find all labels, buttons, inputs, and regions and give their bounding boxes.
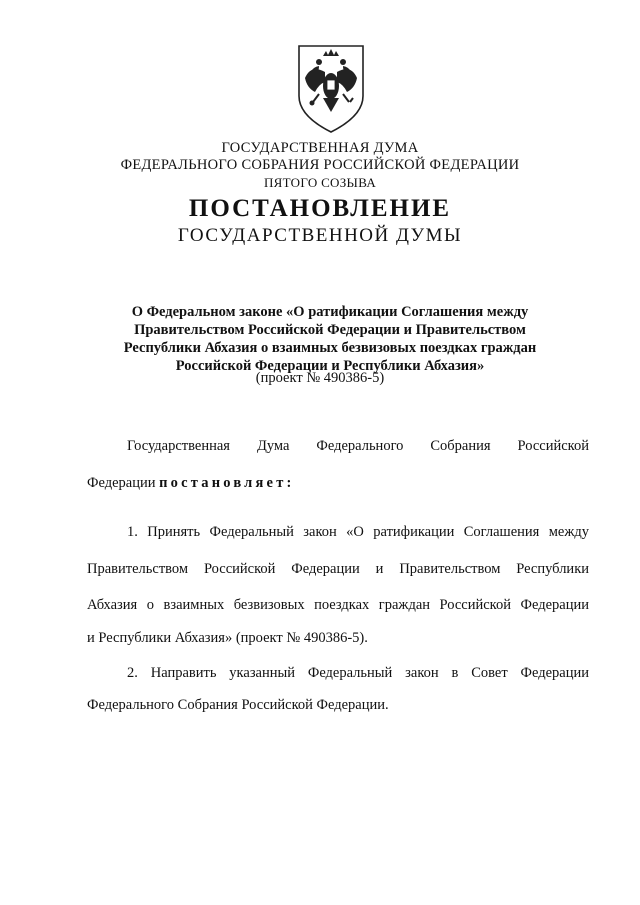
project-number: (проект № 490386-5)	[255, 370, 385, 386]
item-2-line-1: 2. Направить указанный Федеральный закон в Совет Федерации	[127, 665, 589, 681]
item-1-line-3: Абхазия о взаимных безвизовых поездках граждан Российской Федерации	[87, 597, 589, 613]
subject-line-1: О Федеральном законе «О ратификации Соглашения между	[131, 304, 529, 320]
coat-of-arms-emblem	[293, 42, 369, 134]
subject-line-3: Республики Абхазия о взаимных безвизовых поездках граждан	[123, 340, 537, 356]
item-2-line-2: Федерального Собрания Российской Федерации.	[87, 697, 389, 713]
header-line-3: ПЯТОГО СОЗЫВА	[263, 175, 377, 190]
subject-line-4: Российской Федерации и Республики Абхазия»	[175, 358, 485, 374]
document-subject	[110, 303, 550, 375]
intro-line-2	[87, 475, 295, 492]
item-1-line-4: и Республики Абхазия» (проект № 490386-5).	[87, 630, 368, 646]
intro-line-1: Государственная Дума Федерального Собрания Российской	[127, 438, 589, 454]
intro-prefix: Федерации	[87, 475, 160, 491]
item-1-line-2: Правительством Российской Федерации и Правительством Республики	[87, 561, 589, 577]
header-line-1: ГОСУДАРСТВЕННАЯ ДУМА	[221, 140, 419, 156]
subject-line-2: Правительством Российской Федерации и Правительством	[134, 322, 526, 338]
item-1-line-1: 1. Принять Федеральный закон «О ратификации Соглашения между	[127, 524, 589, 540]
document-title: ПОСТАНОВЛЕНИЕ	[188, 195, 452, 222]
document-subtitle: ГОСУДАРСТВЕННОЙ ДУМЫ	[177, 225, 463, 246]
header-line-2: ФЕДЕРАЛЬНОГО СОБРАНИЯ РОССИЙСКОЙ ФЕДЕРАЦИИ	[120, 157, 520, 173]
decree-word: постановляет:	[159, 475, 295, 491]
